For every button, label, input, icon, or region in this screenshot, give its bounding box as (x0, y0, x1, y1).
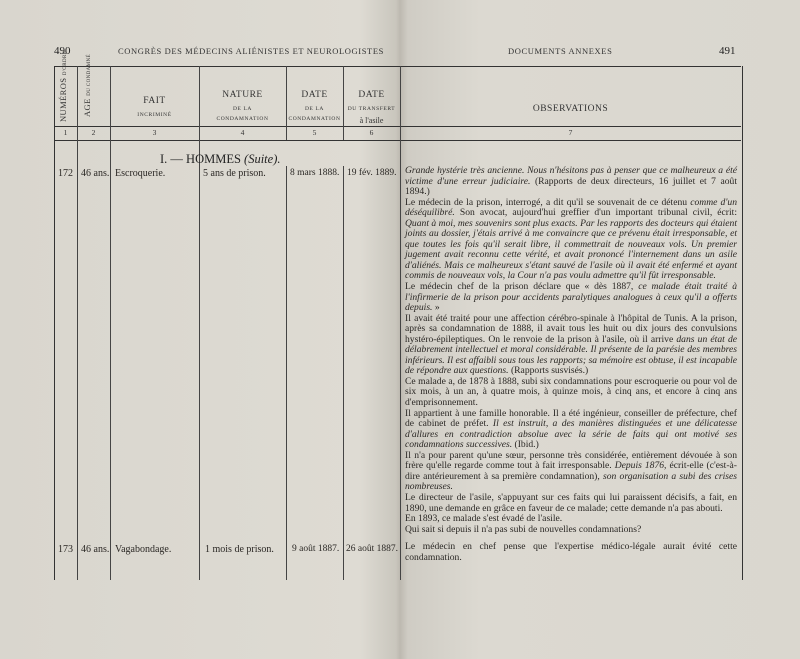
obs-paragraph: Le médecin chef de la prison déclare que « dès 1887, ce malade était traité à l'infirmerie de la prison pour accidents paralytiques analogues à ceux qu'il a offerts depuis. » (405, 281, 737, 314)
right-page-number: 491 (719, 45, 736, 57)
row-172-date-condamnation: 8 mars 1888. (290, 168, 340, 178)
row-173-age: 46 ans. (81, 544, 110, 555)
col-number-1: 1 (63, 128, 68, 137)
col-divider-4 (286, 166, 287, 580)
row-172-number: 172 (58, 168, 73, 179)
obs-paragraph: Il n'a pour parent qu'une sœur, personne très considérée, entièrement dévouée à son frère qu'elle regarde comme tout à fait irresponsable. Depuis 1876, écrit-elle (c'est-à-dire antérieurement à sa première condamnation), son organisation a subi des crises nombreuses. (405, 449, 737, 493)
obs-paragraph: En 1893, ce malade s'est évadé de l'asile. (405, 513, 563, 525)
header-number-rule (54, 140, 741, 141)
obs-paragraph: Il avait été traité pour une affection cérébro-spinale à l'hôpital de Tunis. A la prison, après sa condamnation de 1888, il avait tous les huit ou dix jours des convulsions hystéro-épileptiques. On le renvoie de la prison à l'asile, où il arrive dans un état de délabrement intellectuel et moral considérable. Il présente de la parésie des membres inférieurs. Il est affaibli sous tous les rapports; sa mémoire est obtuse, il est incapable de répondre aux questions. (Rapports susvisés.) (405, 312, 738, 377)
col-number-5: 5 (312, 128, 317, 137)
col-number-2: 2 (91, 128, 96, 137)
col-number-6: 6 (369, 128, 374, 137)
obs-paragraph: Ce malade a, de 1878 à 1888, subi six condamnations pour escroquerie ou pour vol de six mois, à un an, à quatre mois, à quinze mois, à cinq ans, et encore à cinq ans d'emprisonnement. (405, 375, 737, 409)
header-observations: OBSERVATIONS (532, 104, 609, 114)
header-date-transfert: DATE DU TRANSFERT à l'asile (347, 90, 396, 125)
col-divider-2 (110, 66, 111, 580)
row-173-observations (405, 542, 737, 563)
header-numeros: NUMÉROS D'ORDRE (58, 50, 68, 122)
col-divider-6 (400, 66, 401, 580)
header-nature: NATURE DE LA CONDAMNATION (216, 90, 269, 122)
row-172-observations (405, 166, 737, 535)
row-172-age: 46 ans. (81, 168, 110, 179)
left-running-head: CONGRÈS DES MÉDECINS ALIÉNISTES ET NEUROLOGISTES (118, 46, 384, 56)
col-divider-5 (343, 166, 344, 580)
header-fait: FAIT INCRIMINÉ (137, 96, 172, 118)
header-date-condamnation: DATE DE LA CONDAMNATION (288, 90, 341, 122)
row-173-date-condamnation: 9 août 1887. (292, 544, 340, 554)
obs-paragraph: Le directeur de l'asile, s'appuyant sur ces faits qui lui paraissent décisifs, a fait, en 1890, une demande en grâce en faveur de ce malade; cette demande n'a pas abouti. (405, 491, 737, 514)
col-number-7: 7 (568, 128, 573, 137)
row-173-nature: 1 mois de prison. (205, 544, 274, 555)
obs-paragraph: Le médecin de la prison, interrogé, a dit qu'il se souvenait de ce détenu comme d'un déséquilibré. Son avocat, aujourd'hui greffier d'un important tribunal civil, écrit: Quant à moi, mes souvenirs sont plus exacts. Par les rapports des docteurs qui étaient joints au dossier, j'étais arrivé à me convaincre que ce prévenu était irresponsable, et que toutes les fois qu'il serait libre, il commettrait de nouveaux vols. Un premier jugement avait reconnu cette vérité, et avait prononcé l'internement dans un asile d'aliénés. Mais ce malheureux s'étant sauvé de l'asile où il avait été enfermé et ayant commis de nouveaux vols, la Cour n'a pas voulu admettre qu'il fût irresponsable. (405, 196, 737, 282)
obs-paragraph: Le médecin en chef pense que l'expertise médico-légale aurait évité cette condamnation. (405, 541, 737, 563)
row-173-date-transfert: 26 août 1887. (346, 544, 398, 554)
obs-paragraph: Qui sait si depuis il n'a pas subi de nouvelles condamnations? (405, 523, 642, 535)
section-title: I. — HOMMES (Suite). (160, 152, 281, 166)
row-172-date-transfert: 19 fév. 1889. (347, 168, 397, 178)
obs-paragraph: Grande hystérie très ancienne. Nous n'hésitons pas à penser que ce malheureux a été victime d'une erreur judiciaire. (Rapports de deux directeurs, 16 juillet et 7 août 1894.) (405, 165, 737, 198)
table-top-rule (54, 66, 741, 67)
header-rule (54, 126, 741, 127)
left-page-number: 490 (54, 45, 71, 57)
row-173-number: 173 (58, 544, 73, 555)
col-number-3: 3 (152, 128, 157, 137)
col-divider-3 (199, 66, 200, 580)
row-172-nature: 5 ans de prison. (203, 168, 266, 179)
col-number-4: 4 (240, 128, 245, 137)
obs-paragraph: Il appartient à une famille honorable. Il a été ingénieur, conseiller de préfecture, chef de cabinet de préfet. Il est instruit, a des manières distinguées et une délicatesse d'allures en contradiction absolue avec la série de faits qui ont motivé ses condamnations successives. (Ibid.) (405, 407, 737, 451)
row-172-fait: Escroquerie. (115, 168, 166, 179)
header-age: AGE DU CONDAMNÉ (82, 54, 92, 117)
col-divider-1 (77, 66, 78, 580)
row-173-fait: Vagabondage. (115, 544, 172, 555)
right-running-head: DOCUMENTS ANNEXES (508, 46, 613, 56)
